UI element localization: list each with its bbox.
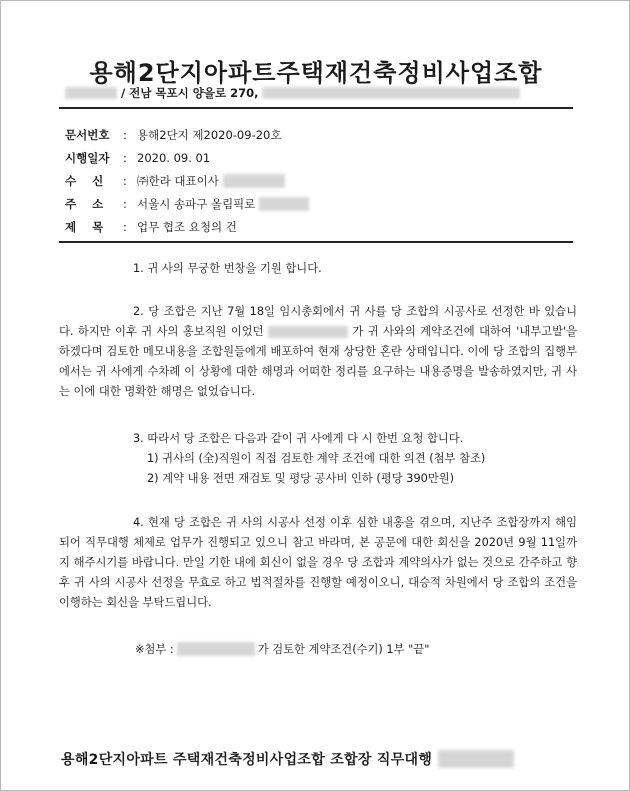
meta-row-subject: 제 목 : 업무 협조 요청의 건 xyxy=(65,219,237,234)
meta-key: 제 목 xyxy=(65,219,104,234)
meta-key: 시행일자 xyxy=(65,150,110,165)
meta-value: 서울시 송파구 올림픽로 xyxy=(137,196,256,211)
body-paragraph-2: 2. 당 조합은 지난 7월 18일 임시총회에서 귀 사를 당 조합의 시공사로 선정한 바 있습니다. 하지만 이후 귀 사의 홍보직원 이었던 가 귀 사와의 계약조건에 대하여 '내부고발'을 하겠다며 검토한 메모내용을 조합원들에게 배포하여 현재 상당한 혼란 상태입니다. 이에 당 조합의 집행부에서는 귀 사에게 수차례 이 상황에 대한 해명과 어떠한 정리를 요구하는 내용증명을 발송하였지만, 귀 사는 이에 대한 명확한 해명은 없었습니다. xyxy=(59,305,578,398)
meta-key: 주 소 xyxy=(65,196,104,211)
body-paragraph-4: 4. 현재 당 조합은 귀 사의 시공사 선정 이후 심한 내홍을 겪으며, 지난주 조합장까지 해임 되어 직무대행 체제로 업무가 진행되고 있으니 참고 바라며, 본 공문에 대한 회신을 2020년 9월 11일까지 해주시기를 바랍니다. 만일 기한 내에 회신이 없을 경우 당 조합과 계약의사가 없는 것으로 간주하고 향후 귀 사의 시공사 선정을 무효로 하고 법적절차를 진행할 예정이오니, 대승적 차원에서 당 조합의 조건을 이행하는 회신을 부탁드립니다. xyxy=(59,516,577,609)
address-line xyxy=(65,85,520,101)
header-divider xyxy=(59,107,573,109)
signature-line: 용해2단지아파트 주택재건축정비사업조합 조합장 직무대행 xyxy=(61,749,514,769)
redacted-postal-code xyxy=(65,87,117,99)
address-text: / 전남 목포시 양을로 270, xyxy=(121,86,259,100)
request-item-1: 1) 귀사의 (全)직원이 직접 검토한 계약 조건에 대한 의견 (첨부 참조) xyxy=(147,452,486,465)
redacted-address-detail xyxy=(262,87,520,99)
meta-value: 업무 협조 요청의 건 xyxy=(137,219,237,234)
meta-row-address: 주 소 : 서울시 송파구 올림픽로 xyxy=(65,192,309,215)
meta-value: 2020. 09. 01 xyxy=(137,150,211,165)
request-item-2: 2) 계약 내용 전면 재검토 및 평당 공사비 인하 (평당 390만원) xyxy=(147,472,455,485)
meta-row-doc-number: 문서번호 : 용해2단지 제2020-09-20호 xyxy=(65,127,282,142)
meta-value: ㈜한라 대표이사 xyxy=(137,173,219,188)
meta-value: 용해2단지 제2020-09-20호 xyxy=(137,127,282,142)
document-meta xyxy=(65,123,309,238)
meta-divider xyxy=(59,241,573,243)
redacted-signer-name xyxy=(438,750,514,768)
meta-key: 수 신 xyxy=(65,173,104,188)
body-paragraph-3: 3. 따라서 당 조합은 다음과 같이 귀 사에게 다 시 한번 요청 합니다. 1) 귀사의 (全)직원이 직접 검토한 계약 조건에 대한 의견 (첨부 참조) 2) 계약 내용 전면 재검토 및 평당 공사비 인하 (평당 390만원) xyxy=(59,429,577,489)
meta-key: 문서번호 xyxy=(65,127,110,142)
meta-row-recipient: 수 신 : ㈜한라 대표이사 xyxy=(65,169,309,192)
redacted-attachment-author xyxy=(177,642,255,656)
redacted-employee-name xyxy=(268,326,348,338)
body-paragraph-1: 1. 귀 사의 무궁한 번창을 기원 합니다. xyxy=(133,262,322,275)
document-title: 용해2단지아파트주택재건축정비사업조합 xyxy=(89,59,543,87)
meta-row-date: 시행일자 : 2020. 09. 01 xyxy=(65,150,211,165)
redacted-recipient-name xyxy=(223,174,285,188)
attachment-line: ※첨부 : 가 검토한 계약조건(수기) 1부 "끝" xyxy=(135,643,430,656)
redacted-recipient-address xyxy=(259,197,309,211)
